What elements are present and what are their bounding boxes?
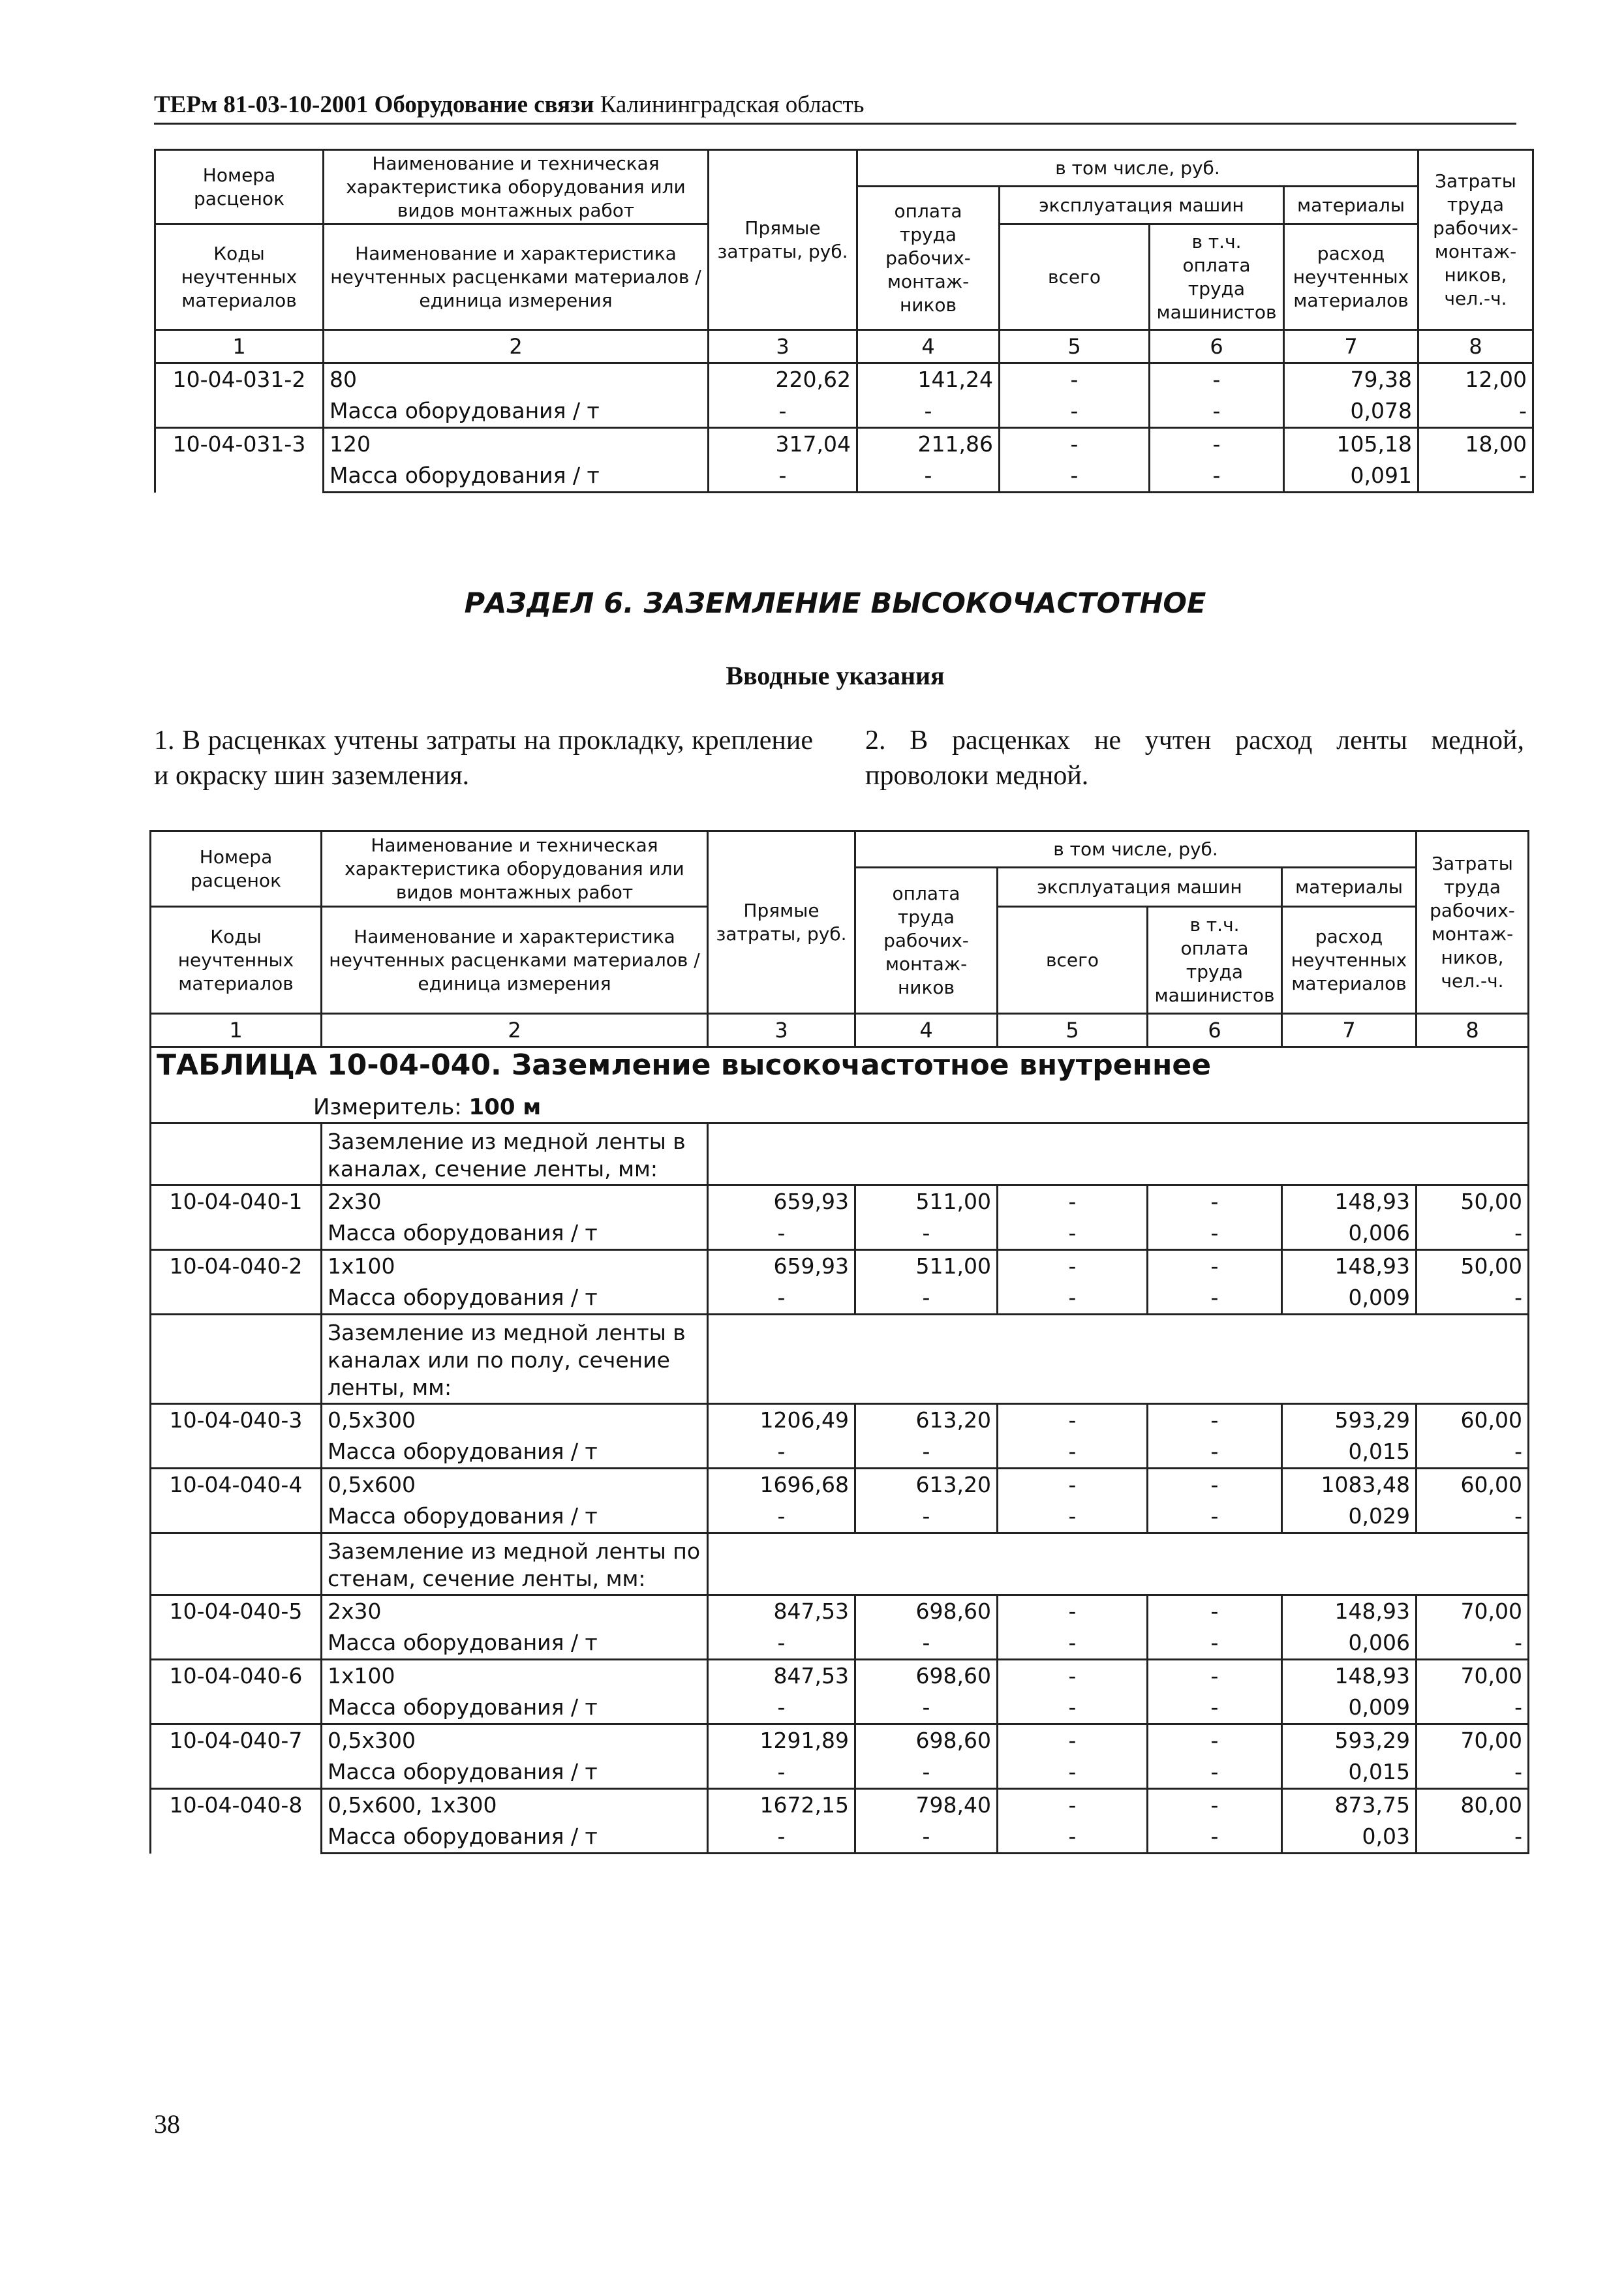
materials: 79,38 (1284, 363, 1418, 396)
materials: 148,93 (1282, 1660, 1417, 1692)
labor-hours: - (1417, 1692, 1529, 1724)
rate-code: 10-04-040-3 (151, 1404, 322, 1469)
material-row (151, 1627, 1529, 1660)
labor-hours: 70,00 (1417, 1595, 1529, 1628)
note-2: 2. В расценках не учтен расход ленты медной, проволоки медной. (865, 726, 1524, 791)
material-row (151, 1282, 1529, 1315)
rates-table-10-04-040 (149, 830, 1529, 1854)
direct-costs: - (708, 1436, 855, 1469)
header-materials: материалы (1284, 187, 1418, 224)
direct-costs: 1291,89 (708, 1724, 855, 1757)
machines-total: - (998, 1724, 1148, 1757)
machines-total: - (1000, 428, 1150, 461)
labor-hours: 70,00 (1417, 1724, 1529, 1757)
materials: 1083,48 (1282, 1469, 1417, 1501)
header-material-code: Коды неучтенных материалов (151, 907, 322, 1014)
labor-hours: 50,00 (1417, 1250, 1529, 1283)
work-name: 1x100 (322, 1660, 708, 1692)
work-name: 0,5x600 (322, 1469, 708, 1501)
rate-code: 10-04-040-2 (151, 1250, 322, 1315)
column-number: 3 (708, 1014, 855, 1047)
group-blank (708, 1315, 1529, 1404)
machinists-pay: - (1148, 1185, 1282, 1218)
material-consumption: 0,091 (1284, 460, 1418, 493)
labor-pay: 141,24 (857, 363, 1000, 396)
machinists-pay: - (1148, 1501, 1282, 1533)
machinists-pay: - (1148, 1469, 1282, 1501)
machinists-pay: - (1148, 1436, 1282, 1469)
labor-pay: 698,60 (855, 1595, 998, 1628)
header-including: в том числе, руб. (857, 150, 1418, 187)
column-number: 1 (151, 1014, 322, 1047)
header-labor-pay: оплата труда рабочих-монтаж-ников (855, 868, 998, 1014)
rate-code: 10-04-040-8 (151, 1789, 322, 1854)
page-header (154, 90, 1516, 125)
rate-code: 10-04-040-4 (151, 1469, 322, 1533)
rate-code: 10-04-040-1 (151, 1185, 322, 1250)
direct-costs: - (709, 395, 857, 428)
machinists-pay: - (1150, 428, 1284, 461)
labor-pay: - (855, 1501, 998, 1533)
machines-total: - (998, 1436, 1148, 1469)
material-name: Масса оборудования / т (322, 1692, 708, 1724)
material-consumption: 0,078 (1284, 395, 1418, 428)
column-number: 8 (1417, 1014, 1529, 1047)
header-machines: эксплуатация машин (998, 868, 1282, 907)
table-title-cell (151, 1047, 1529, 1123)
machinists-pay: - (1148, 1595, 1282, 1628)
rate-row (151, 1724, 1529, 1757)
work-name: 80 (324, 363, 709, 396)
material-name: Масса оборудования / т (324, 395, 709, 428)
machines-total: - (998, 1692, 1148, 1724)
header-including: в том числе, руб. (855, 831, 1417, 868)
materials: 105,18 (1284, 428, 1418, 461)
labor-pay: 511,00 (855, 1250, 998, 1283)
labor-pay: - (857, 395, 1000, 428)
machinists-pay: - (1148, 1282, 1282, 1315)
direct-costs: 1206,49 (708, 1404, 855, 1437)
machinists-pay: - (1148, 1692, 1282, 1724)
work-name: 1x100 (322, 1250, 708, 1283)
machines-total: - (998, 1501, 1148, 1533)
labor-pay: 511,00 (855, 1185, 998, 1218)
rate-row (151, 1185, 1529, 1218)
labor-pay: 211,86 (857, 428, 1000, 461)
rate-row (151, 1595, 1529, 1628)
header-machinists-pay: в т.ч. оплата труда машинистов (1148, 907, 1282, 1014)
rate-row (151, 1469, 1529, 1501)
labor-pay: - (855, 1627, 998, 1660)
work-name: 2x30 (322, 1185, 708, 1218)
header-labor-hours: Затраты труда рабочих-монтаж-ников, чел.-ч. (1417, 831, 1529, 1014)
machinists-pay: - (1148, 1217, 1282, 1250)
machinists-pay: - (1148, 1756, 1282, 1789)
labor-pay: 698,60 (855, 1724, 998, 1757)
header-machines-total: всего (1000, 224, 1150, 330)
material-name: Масса оборудования / т (322, 1217, 708, 1250)
header-material-name: Наименование и характеристика неучтенных расценками материалов / единица измерения (322, 907, 708, 1014)
material-name: Масса оборудования / т (322, 1501, 708, 1533)
labor-pay: - (855, 1282, 998, 1315)
header-work-name: Наименование и техническая характеристика оборудования или видов монтажных работ (322, 831, 708, 907)
document-region: Калининградская область (600, 91, 865, 118)
material-consumption: 0,029 (1282, 1501, 1417, 1533)
labor-hours: 60,00 (1417, 1469, 1529, 1501)
labor-pay: - (857, 460, 1000, 493)
labor-pay: - (855, 1692, 998, 1724)
material-row (151, 1756, 1529, 1789)
material-row (155, 395, 1533, 428)
materials: 873,75 (1282, 1789, 1417, 1822)
header-machines: эксплуатация машин (1000, 187, 1284, 224)
direct-costs: - (708, 1756, 855, 1789)
material-name: Масса оборудования / т (322, 1282, 708, 1315)
rate-code: 10-04-040-5 (151, 1595, 322, 1660)
column-number: 1 (155, 330, 324, 363)
table-title: ТАБЛИЦА 10-04-040. Заземление высокочастотное внутреннее (157, 1048, 1212, 1082)
document-code: ТЕРм 81-03-10-2001 (154, 91, 369, 118)
work-name: 0,5x300 (322, 1404, 708, 1437)
group-blank (708, 1123, 1529, 1185)
machinists-pay: - (1148, 1627, 1282, 1660)
machines-total: - (998, 1660, 1148, 1692)
machines-total: - (998, 1404, 1148, 1437)
machinists-pay: - (1148, 1660, 1282, 1692)
rate-code: 10-04-040-7 (151, 1724, 322, 1789)
header-machinists-pay: в т.ч. оплата труда машинистов (1150, 224, 1284, 330)
direct-costs: 659,93 (708, 1185, 855, 1218)
labor-pay: - (855, 1821, 998, 1854)
machines-total: - (998, 1627, 1148, 1660)
header-material-name: Наименование и характеристика неучтенных расценками материалов / единица измерения (324, 224, 709, 330)
machines-total: - (998, 1217, 1148, 1250)
direct-costs: 1672,15 (708, 1789, 855, 1822)
materials: 148,93 (1282, 1595, 1417, 1628)
material-row (151, 1501, 1529, 1533)
machines-total: - (998, 1821, 1148, 1854)
measure-label: Измеритель: (313, 1094, 462, 1120)
labor-hours: - (1417, 1217, 1529, 1250)
rate-row (155, 428, 1533, 461)
header-direct-costs: Прямые затраты, руб. (708, 831, 855, 1014)
direct-costs: 847,53 (708, 1595, 855, 1628)
direct-costs: 1696,68 (708, 1469, 855, 1501)
measure-value: 100 м (468, 1094, 542, 1120)
column-number: 6 (1148, 1014, 1282, 1047)
labor-hours: - (1417, 1282, 1529, 1315)
machinists-pay: - (1148, 1404, 1282, 1437)
labor-pay: 798,40 (855, 1789, 998, 1822)
labor-hours: 50,00 (1417, 1185, 1529, 1218)
labor-hours: - (1417, 1501, 1529, 1533)
machinists-pay: - (1150, 460, 1284, 493)
materials: 148,93 (1282, 1250, 1417, 1283)
material-name: Масса оборудования / т (322, 1627, 708, 1660)
labor-pay: - (855, 1436, 998, 1469)
machines-total: - (998, 1756, 1148, 1789)
machinists-pay: - (1150, 363, 1284, 396)
group-row (151, 1123, 1529, 1185)
direct-costs: - (708, 1217, 855, 1250)
work-name: 0,5x600, 1x300 (322, 1789, 708, 1822)
material-name: Масса оборудования / т (322, 1436, 708, 1469)
header-material-consumption: расход неучтенных материалов (1284, 224, 1418, 330)
materials: 593,29 (1282, 1724, 1417, 1757)
group-blank (708, 1533, 1529, 1595)
material-consumption: 0,009 (1282, 1282, 1417, 1315)
material-consumption: 0,015 (1282, 1436, 1417, 1469)
direct-costs: - (708, 1282, 855, 1315)
material-consumption: 0,006 (1282, 1217, 1417, 1250)
machines-total: - (1000, 395, 1150, 428)
direct-costs: - (708, 1692, 855, 1724)
column-number: 7 (1282, 1014, 1417, 1047)
direct-costs: - (708, 1821, 855, 1854)
machines-total: - (998, 1250, 1148, 1283)
material-name: Масса оборудования / т (322, 1821, 708, 1854)
rate-code: 10-04-040-6 (151, 1660, 322, 1724)
labor-hours: 12,00 (1418, 363, 1533, 396)
machinists-pay: - (1150, 395, 1284, 428)
group-code-blank (151, 1533, 322, 1595)
material-name: Масса оборудования / т (324, 460, 709, 493)
materials: 148,93 (1282, 1185, 1417, 1218)
direct-costs: 317,04 (709, 428, 857, 461)
direct-costs: - (709, 460, 857, 493)
rate-code: 10-04-031-2 (155, 363, 324, 428)
group-row (151, 1315, 1529, 1404)
rate-row (151, 1660, 1529, 1692)
labor-hours: 60,00 (1417, 1404, 1529, 1437)
column-number: 2 (324, 330, 709, 363)
labor-pay: 613,20 (855, 1469, 998, 1501)
header-rate-number: Номера расценок (151, 831, 322, 907)
labor-hours: - (1418, 395, 1533, 428)
material-consumption: 0,006 (1282, 1627, 1417, 1660)
material-row (151, 1217, 1529, 1250)
header-machines-total: всего (998, 907, 1148, 1014)
machines-total: - (1000, 460, 1150, 493)
direct-costs: 220,62 (709, 363, 857, 396)
machinists-pay: - (1148, 1250, 1282, 1283)
rate-row (151, 1789, 1529, 1822)
material-row (155, 460, 1533, 493)
work-name: 2x30 (322, 1595, 708, 1628)
column-number: 5 (998, 1014, 1148, 1047)
labor-pay: - (855, 1756, 998, 1789)
header-material-code: Коды неучтенных материалов (155, 224, 324, 330)
direct-costs: - (708, 1501, 855, 1533)
group-heading: Заземление из медной ленты в каналах, сечение ленты, мм: (322, 1123, 708, 1185)
labor-pay: 613,20 (855, 1404, 998, 1437)
section-subtitle: Вводные указания (726, 661, 945, 690)
measure (157, 1092, 1522, 1122)
machines-total: - (998, 1185, 1148, 1218)
machines-total: - (998, 1789, 1148, 1822)
labor-hours: 80,00 (1417, 1789, 1529, 1822)
header-labor-hours: Затраты труда рабочих-монтаж-ников, чел.-ч. (1418, 150, 1533, 330)
header-rate-number: Номера расценок (155, 150, 324, 224)
rate-row (151, 1250, 1529, 1283)
header-materials: материалы (1282, 868, 1417, 907)
machines-total: - (998, 1469, 1148, 1501)
rate-row (155, 363, 1533, 396)
group-row (151, 1533, 1529, 1595)
labor-hours: - (1417, 1821, 1529, 1854)
material-row (151, 1821, 1529, 1854)
page-number: 38 (154, 2109, 180, 2139)
material-name: Масса оборудования / т (322, 1756, 708, 1789)
note-1: 1. В расценках учтены затраты на прокладку, крепление и окраску шин заземления. (154, 726, 813, 791)
group-code-blank (151, 1315, 322, 1404)
machines-total: - (998, 1282, 1148, 1315)
machinists-pay: - (1148, 1789, 1282, 1822)
work-name: 120 (324, 428, 709, 461)
labor-pay: 698,60 (855, 1660, 998, 1692)
direct-costs: 659,93 (708, 1250, 855, 1283)
header-material-consumption: расход неучтенных материалов (1282, 907, 1417, 1014)
column-number: 5 (1000, 330, 1150, 363)
material-consumption: 0,009 (1282, 1692, 1417, 1724)
column-number: 2 (322, 1014, 708, 1047)
material-row (151, 1692, 1529, 1724)
labor-hours: - (1417, 1436, 1529, 1469)
machinists-pay: - (1148, 1724, 1282, 1757)
labor-hours: 70,00 (1417, 1660, 1529, 1692)
material-row (151, 1436, 1529, 1469)
rate-row (151, 1404, 1529, 1437)
header-direct-costs: Прямые затраты, руб. (709, 150, 857, 330)
column-number: 7 (1284, 330, 1418, 363)
column-number: 4 (855, 1014, 998, 1047)
direct-costs: 847,53 (708, 1660, 855, 1692)
material-consumption: 0,03 (1282, 1821, 1417, 1854)
direct-costs: - (708, 1627, 855, 1660)
labor-hours: 18,00 (1418, 428, 1533, 461)
labor-pay: - (855, 1217, 998, 1250)
material-consumption: 0,015 (1282, 1756, 1417, 1789)
header-labor-pay: оплата труда рабочих-монтаж-ников (857, 187, 1000, 330)
section-title: РАЗДЕЛ 6. ЗАЗЕМЛЕНИЕ ВЫСОКОЧАСТОТНОЕ (464, 587, 1206, 620)
column-number: 6 (1150, 330, 1284, 363)
machines-total: - (998, 1595, 1148, 1628)
rate-code: 10-04-031-3 (155, 428, 324, 493)
document-subject: Оборудование связи (374, 91, 594, 118)
machines-total: - (1000, 363, 1150, 396)
machinists-pay: - (1148, 1821, 1282, 1854)
labor-hours: - (1417, 1627, 1529, 1660)
materials: 593,29 (1282, 1404, 1417, 1437)
column-number: 8 (1418, 330, 1533, 363)
rates-table-10-04-031 (154, 149, 1534, 493)
labor-hours: - (1418, 460, 1533, 493)
labor-hours: - (1417, 1756, 1529, 1789)
column-number: 4 (857, 330, 1000, 363)
group-heading: Заземление из медной ленты в каналах или по полу, сечение ленты, мм: (322, 1315, 708, 1404)
header-work-name: Наименование и техническая характеристика оборудования или видов монтажных работ (324, 150, 709, 224)
group-code-blank (151, 1123, 322, 1185)
column-number: 3 (709, 330, 857, 363)
group-heading: Заземление из медной ленты по стенам, сечение ленты, мм: (322, 1533, 708, 1595)
work-name: 0,5x300 (322, 1724, 708, 1757)
